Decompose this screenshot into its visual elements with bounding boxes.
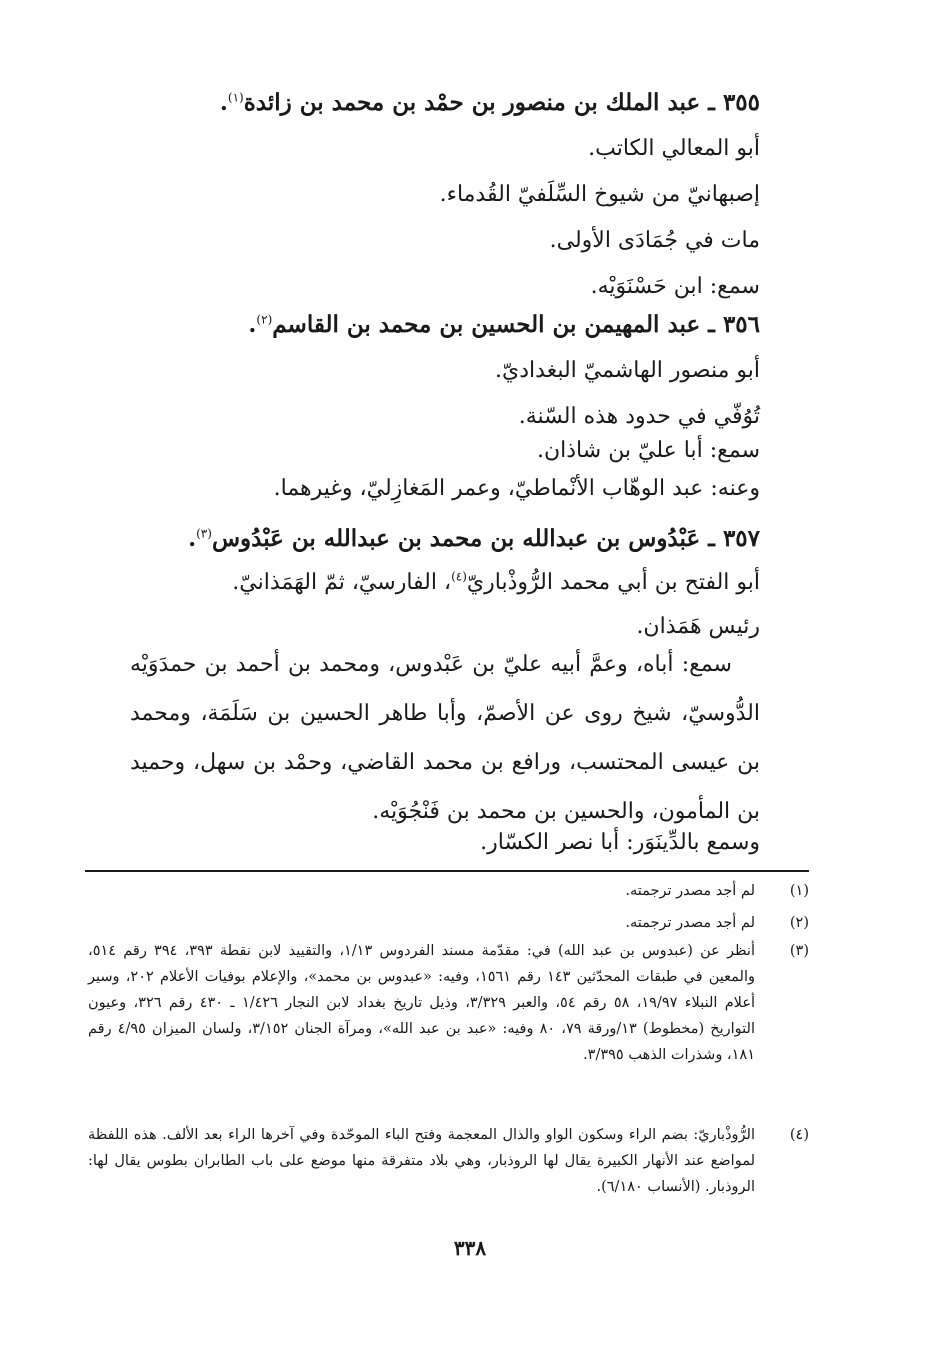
footnote-3 — [0, 938, 940, 1118]
footnote-text: أنظر عن (عبدوس بن عبد الله) في: مقدّمة مسند الفردوس ١/١٣، والتقييد لابن نقطة ٣٩٣، ٣٩٤ رقم ٥١٤، والمعين في طبقات المحدّثين ١٤٣ رقم ١٥٦١، وفيه: «عبدوس بن محمد»، والإعلام بوفيات الأعلام ٢٠٢، وسير أعلام النبلاء ١٩/٩٧، ٥٨ رقم ٥٤، والعبر ٣/٣٢٩، وذيل تاريخ بغداد لابن النجار ١/٤٢٦ ـ ٤٣٠ رقم ٣٢٦، وعيون التواريخ (مخطوط) ١٣/ورقة ٧٩، ٨٠ وفيه: «عبد بن عبد الله»، ومرآة الجنان ٣/١٥٢، ولسان الميزان ٤/٩٥ رقم ١٨١، وشذرات الذهب ٣/٣٩٥. — [88, 943, 756, 1063]
entry-356-line: وعنه: عبد الوهّاب الأنْماطيّ، وعمر المَغازِليّ، وغيرهما. — [273, 476, 760, 501]
footnote-text: الرُّوذْباريّ: بضم الراء وسكون الواو والذال المعجمة وفتح الباء الموحّدة وفي آخرها الراء بعد الألف. هذه اللفظة لمواضع عند الأنهار الكبيرة يقال لها الروذبار، وهي بلاد متفرقة منها موضع على باب الطابران بطوس يقال لها: الروذبار. (الأنساب ٦/١٨٠). — [88, 1127, 755, 1195]
footnote-2 — [0, 910, 940, 936]
footnote-number: (١) — [789, 883, 809, 899]
entry-357-heading: ٣٥٧ ـ عَبْدُوس بن عبدالله بن محمد بن عبدالله بن عَبْدُوس$^{(٣)}$. — [188, 525, 760, 552]
footnote-1 — [0, 878, 940, 904]
footnote-rule — [85, 870, 809, 872]
entry-355-line: أبو المعالي الكاتب. — [588, 136, 760, 161]
entry-357-line: رئيس هَمَذان. — [636, 614, 760, 639]
footnote-ref-2[interactable]: (٢) — [256, 312, 273, 327]
page-number: ٣٣٨ — [453, 1236, 487, 1260]
entry-355-heading: ٣٥٥ ـ عبد الملك بن منصور بن حمْد بن محمد بن زائدة$^{(١)}$. — [219, 89, 760, 116]
entry-356-line: أبو منصور الهاشميّ البغداديّ. — [495, 358, 760, 383]
footnote-ref-3[interactable]: (٣) — [196, 526, 212, 541]
footnote-4 — [0, 1122, 940, 1212]
entry-355-line: إصبهانيّ من شيوخ السِّلَفيّ القُدماء. — [439, 182, 760, 207]
entry-356-line: سمع: أبا عليّ بن شاذان. — [537, 438, 760, 463]
footnote-ref-1[interactable]: (١) — [227, 90, 244, 105]
entry-357-paragraph: سمع: أباه، وعمَّ أبيه عليّ بن عَبْدوس، ومحمد بن أحمد بن حمدَوَيْه الدُّوسيّ، شيخ روى عن الأصمّ، وأبا طاهر الحسين بن سَلَمَة، ومحمد بن عيسى المحتسب، ورافع بن محمد القاضي، وحمْد بن سهل، وحميد بن المأمون، والحسين بن محمد بن فَنْجُوَيْه. — [130, 652, 760, 824]
entry-357-line: أبو الفتح بن أبي محمد الرُّوذْباريّ$^{(٤)}$، الفارسيّ، ثمّ الهَمَذانيّ. — [232, 569, 760, 595]
entry-355-line: سمع: ابن حَسْنَوَيْه. — [590, 274, 760, 299]
footnote-number: (٣) — [789, 943, 809, 959]
entry-355-line: مات في جُمَادَى الأولى. — [549, 228, 760, 253]
footnote-number: (٤) — [789, 1127, 809, 1143]
entry-356-heading: ٣٥٦ ـ عبد المهيمن بن الحسين بن محمد بن القاسم$^{(٢)}$. — [248, 311, 760, 338]
entry-356-line: تُوُفّي في حدود هذه السّنة. — [518, 404, 760, 429]
footnote-ref-4[interactable]: (٤) — [451, 569, 467, 584]
entry-357-closing: وسمع بالدِّينَوَر: أبا نصر الكسّار. — [480, 830, 760, 855]
footnote-number: (٢) — [789, 915, 809, 931]
footnote-text: لم أجد مصدر ترجمته. — [625, 883, 755, 899]
footnote-text: لم أجد مصدر ترجمته. — [625, 915, 755, 931]
